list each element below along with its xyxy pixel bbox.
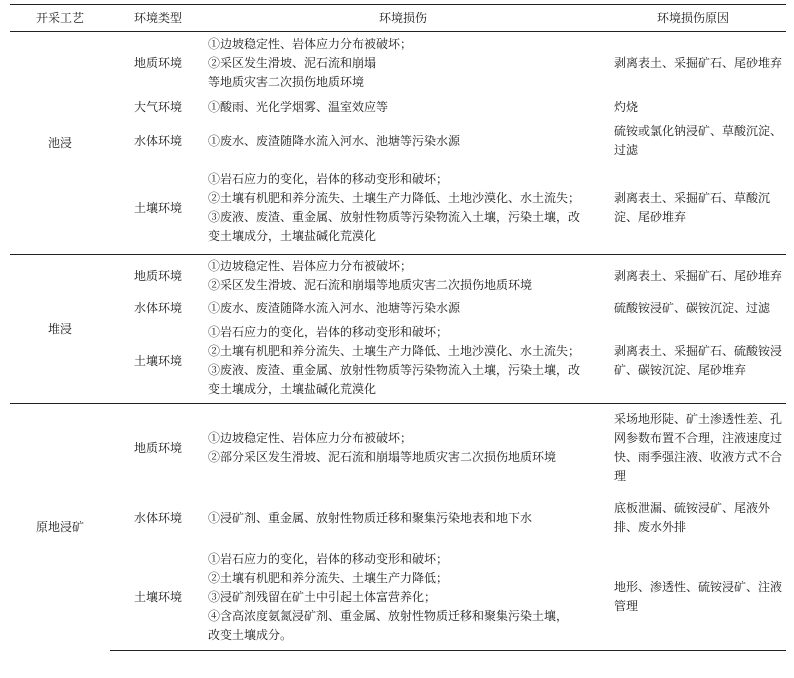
cause-text: 地形、渗透性、硫铵浸矿、注液管理: [614, 580, 783, 613]
damage-line: ①废水、废渣随降水流入河水、池塘等污染水源: [208, 300, 461, 315]
damage-line: ①边坡稳定性、岩体应力分布被破坏；: [208, 259, 413, 273]
env-type-cell: 土壤环境: [133, 200, 182, 215]
table-header: [10, 5, 786, 32]
env-type-cell: 水体环境: [133, 510, 182, 525]
damage-line: ②采区发生滑坡、泥石流和崩塌: [208, 55, 377, 70]
header-environment-type: 环境类型: [110, 5, 206, 32]
cause-text: 灼烧: [614, 99, 639, 114]
table-body: [10, 32, 786, 651]
cause-cell: [600, 162, 786, 255]
cause-text: 剥离表土、采掘矿石、尾砂堆弃: [614, 55, 783, 70]
env-type-cell: 水体环境: [133, 133, 182, 148]
cause-text: 底板泄漏、硫铵浸矿、尾液外排、废水外排: [614, 501, 771, 534]
cause-text: 剥离表土、采掘矿石、尾砂堆弃: [614, 268, 783, 283]
table-row: [10, 404, 786, 493]
damage-line: ③废液、废渣、重金属、放射性物质等污染物流入土壤，污染土壤，改: [208, 363, 581, 377]
damage-cell: [206, 32, 600, 95]
damage-line: ①岩石应力的变化，岩体的移动变形和破坏；: [208, 325, 449, 339]
header-row: [10, 5, 786, 32]
cause-cell: [600, 404, 786, 493]
damage-line: 变土壤成分，土壤盐碱化荒漠化: [208, 382, 377, 396]
damage-line: 改变土壤成分。: [208, 627, 293, 642]
table-row: [10, 94, 786, 120]
damage-line: ③浸矿剂残留在矿土中引起土体富营养化；: [208, 589, 437, 604]
environmental-damage-table: [10, 4, 786, 651]
damage-cell: [206, 255, 600, 298]
process-cell: 堆浸: [10, 255, 110, 404]
damage-line: 等地质灾害二次损伤地质环境: [208, 74, 365, 89]
header-damage-cause: 环境损伤原因: [600, 5, 786, 32]
damage-line: ②土壤有机肥和养分流失、土壤生产力降低；: [208, 570, 449, 585]
damage-cell: [206, 297, 600, 319]
table-row: [10, 492, 786, 544]
table-row: [10, 297, 786, 319]
header-environmental-damage: 环境损伤: [206, 5, 600, 32]
damage-cell: [206, 162, 600, 255]
env-type-cell: 地质环境: [110, 32, 206, 95]
damage-line: ①废水、废渣随降水流入河水、池塘等污染水源: [208, 133, 461, 148]
damage-cell: [206, 404, 600, 493]
damage-cell: [206, 94, 600, 120]
header-process: 开采工艺: [10, 5, 110, 32]
cause-text: 采场地形陡、矿土渗透性差、孔网参数布置不合理，注液速度过快、雨季强注液、收液方式不合理: [614, 412, 783, 483]
env-type-cell: 大气环境: [133, 99, 182, 114]
env-type-cell: 地质环境: [110, 404, 206, 493]
cause-cell: [600, 255, 786, 298]
table-row: [10, 319, 786, 404]
process-cell: 池浸: [10, 32, 110, 255]
damage-line: ③废液、废渣、重金属、放射性物质等污染物流入土壤，污染土壤，改: [208, 210, 581, 224]
table-row: [10, 32, 786, 95]
damage-cell: [206, 319, 600, 404]
damage-line: ④含高浓度氨氮浸矿剂、重金属、放射性物质迁移和聚集污染土壤，: [208, 608, 569, 623]
damage-line: ②部分采区发生滑坡、泥石流和崩塌等地质灾害二次损伤地质环境: [208, 450, 557, 464]
damage-line: ①岩石应力的变化，岩体的移动变形和破坏；: [208, 551, 449, 566]
cause-text: 硫铵或氯化钠浸矿、草酸沉淀、过滤: [614, 124, 783, 157]
damage-cell: [206, 544, 600, 651]
table-row: [10, 162, 786, 255]
damage-line: 变土壤成分，土壤盐碱化荒漠化: [208, 229, 377, 243]
cause-cell: [600, 32, 786, 95]
damage-cell: [206, 120, 600, 162]
cause-cell: [600, 297, 786, 319]
table-row: [10, 120, 786, 162]
env-type-cell: 地质环境: [110, 255, 206, 298]
env-type-cell: 土壤环境: [110, 544, 206, 651]
cause-cell: [600, 492, 786, 544]
cause-text: 剥离表土、采掘矿石、硫酸铵浸矿、碳铵沉淀、尾砂堆弃: [614, 344, 783, 377]
cause-text: 硫酸铵浸矿、碳铵沉淀、过滤: [614, 300, 771, 315]
env-type-cell: 土壤环境: [133, 353, 182, 368]
damage-line: ①边坡稳定性、岩体应力分布被破坏；: [208, 431, 413, 445]
env-type-cell: 水体环境: [133, 300, 182, 315]
damage-line: ①浸矿剂、重金属、放射性物质迁移和聚集污染地表和地下水: [208, 510, 533, 525]
damage-line: ①边坡稳定性、岩体应力分布被破坏；: [208, 36, 413, 51]
damage-line: ②土壤有机肥和养分流失、土壤生产力降低、土地沙漠化、水土流失；: [208, 344, 581, 358]
cause-cell: [600, 319, 786, 404]
process-cell: 原地浸矿: [10, 404, 110, 651]
table-row: [10, 544, 786, 651]
cause-text: 剥离表土、采掘矿石、草酸沉淀、尾砂堆弃: [614, 191, 771, 224]
damage-line: ①酸雨、光化学烟雾、温室效应等: [208, 99, 389, 114]
cause-cell: [600, 94, 786, 120]
damage-line: ①岩石应力的变化，岩体的移动变形和破坏；: [208, 172, 449, 186]
damage-cell: [206, 492, 600, 544]
damage-line: ②土壤有机肥和养分流失、土壤生产力降低、土地沙漠化、水土流失；: [208, 191, 581, 205]
damage-line: ②采区发生滑坡、泥石流和崩塌等地质灾害二次损伤地质环境: [208, 278, 533, 292]
cause-cell: [600, 544, 786, 651]
cause-cell: [600, 120, 786, 162]
table-row: [10, 255, 786, 298]
